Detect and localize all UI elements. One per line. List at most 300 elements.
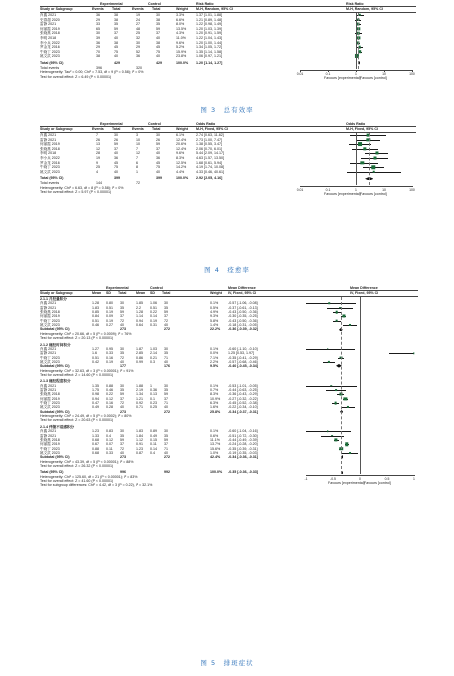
study-row-0-3-e2: 7 — [136, 146, 138, 151]
study-row-0-8-t2: 75 — [156, 49, 160, 54]
subtotal-row-0-t2: 272 — [164, 327, 170, 332]
study-row-0-9-t1: 40 — [114, 54, 118, 59]
study-row-3-3-ci: -0.24 [-0.28, -0.20] — [228, 442, 258, 447]
study-row-1-3-ci: -0.57 [-0.68, -0.46] — [228, 359, 258, 364]
study-row-1-0-ci: -0.60 [-1.10, -0.10] — [228, 346, 258, 351]
study-row-0-0-t2: 30 — [164, 301, 168, 306]
pooled-effect-line — [358, 13, 359, 69]
study-row-0-0-t1: 38 — [114, 13, 118, 17]
study-row-2-4-m2: 0.92 — [136, 401, 143, 406]
study-row-3-0-s1: 0.83 — [106, 429, 113, 434]
forest-plot-total-effective-rate — [0, 0, 454, 104]
study-row-0-2-t2: 35 — [156, 22, 160, 27]
study-row-0-2-s1: 0.19 — [106, 310, 113, 315]
study-row-0-4-study: 张晓燕 2018 — [40, 31, 60, 36]
total-events-exp: 396 — [96, 65, 102, 70]
subtotal-row-0-t1: 273 — [120, 327, 126, 332]
subtotal-row-1-t1: 177 — [120, 364, 126, 369]
study-row-0-5-s2: 0.31 — [150, 323, 157, 328]
study-row-3-5-t2: 40 — [164, 450, 168, 455]
column-header-c2: Total — [112, 7, 121, 11]
study-row-3-2-ci: -0.44 [-0.49, -0.39] — [228, 437, 258, 442]
study-row-0-0-ci: 1.37 [1.01, 1.88] — [196, 13, 222, 17]
study-row-0-3-s2: 0.14 — [150, 314, 157, 319]
study-row-3-0-ci-line — [306, 431, 351, 432]
figure-4-caption: 图 4 痊愈率 — [204, 266, 250, 274]
study-row-0-7-ci: 4.19 [1.74, 10.08] — [196, 165, 224, 170]
total-row-study: Total (95% CI) — [40, 61, 64, 65]
study-row-0-8-ci: 1.35 [1.14, 1.58] — [196, 49, 222, 54]
study-row-1-0-study: 肖鑫 2021 — [40, 346, 57, 351]
total-events-label: Total events — [40, 65, 60, 70]
study-row-3-4-m1: 0.88 — [92, 446, 99, 451]
study-row-0-1-m1: 1.83 — [92, 305, 99, 310]
subgroup-note-0-1: Test for overall effect: Z = 20.13 (P < 0.00001) — [40, 336, 114, 341]
study-row-0-5-t2: 40 — [156, 36, 160, 40]
study-row-2-1-s2: 0.36 — [150, 388, 157, 392]
study-row-1-2-s1: 0.16 — [106, 355, 113, 360]
study-row-0-4-point — [375, 152, 378, 155]
study-row-2-4-study: 牛晓丁 2023 — [40, 401, 60, 406]
study-row-3-4-m2: 1.23 — [136, 446, 143, 451]
study-row-0-6-study: 李小兵 2022 — [40, 40, 60, 45]
column-header-c3: Mean — [136, 291, 146, 295]
study-row-0-3-weight: 12.4% — [176, 146, 187, 151]
study-row-0-7-ci: 1.34 [1.05, 1.72] — [196, 45, 222, 50]
study-row-0-3-t2: 59 — [156, 26, 160, 31]
study-row-2-1-t2: 35 — [164, 388, 168, 392]
study-row-2-1-m1: 1.75 — [92, 388, 99, 392]
subtotal-row-2-study: Subtotal (95% CI) — [40, 409, 70, 414]
study-row-3-1-ci: -0.51 [-0.72, -0.30] — [228, 433, 258, 438]
plot-title-header: Mean Difference — [350, 286, 378, 290]
study-row-0-4-m1: 0.51 — [92, 318, 99, 323]
study-row-0-5-t2: 36 — [156, 156, 160, 160]
study-row-0-2-e1: 13 — [96, 142, 100, 147]
study-row-0-5-study: 李小兵 2022 — [40, 156, 60, 160]
study-row-0-5-m1: 0.46 — [92, 323, 99, 328]
study-row-2-5-m1: 0.49 — [92, 405, 99, 410]
study-row-0-5-weight: 1.4% — [210, 323, 219, 328]
study-row-0-2-study: 雷静 2021 — [40, 22, 57, 27]
total-row-t1: 429 — [114, 61, 120, 65]
study-row-0-2-point — [358, 142, 362, 146]
study-row-3-3-t2: 37 — [164, 442, 168, 447]
study-row-0-7-e2: 8 — [136, 165, 138, 170]
study-row-1-1-s2: 2.14 — [150, 351, 157, 356]
study-row-0-2-m2: 1.28 — [136, 310, 143, 315]
study-row-0-2-weight: 20.6% — [176, 142, 187, 147]
subgroup-note-2-0: Heterogeneity: Chi² = 24.49, df = 5 (P = 0.0002); I² = 80% — [40, 414, 132, 419]
study-row-0-5-t2: 40 — [164, 323, 168, 328]
favours-right-label: Favours [control] — [364, 480, 391, 485]
study-row-0-7-e1: 29 — [96, 45, 100, 50]
study-row-0-4-t2: 40 — [156, 151, 160, 156]
study-row-0-6-t2: 38 — [156, 40, 160, 45]
study-row-0-0-m2: 1.85 — [136, 301, 143, 306]
study-row-3-3-s1: 0.07 — [106, 442, 113, 447]
study-row-0-4-s1: 0.19 — [106, 318, 113, 323]
total-events-label: Total events — [40, 181, 60, 185]
study-row-0-5-e2: 32 — [136, 36, 140, 40]
study-row-3-2-m2: 1.12 — [136, 437, 143, 442]
study-row-0-4-weight: 9.6% — [176, 151, 185, 156]
study-row-1-1-t1: 35 — [120, 351, 124, 356]
subtotal-row-0-study: Subtotal (95% CI) — [40, 327, 70, 332]
overall-note-0: Heterogeneity: Tau² = 0.00; Chi² = 7.53, df = 9 (P = 0.58); I² = 0% — [40, 70, 144, 75]
study-row-3-5-m2: 0.87 — [136, 450, 143, 455]
study-row-0-2-study: 何丽霞 2019 — [40, 142, 60, 147]
study-row-2-3-ci: -0.27 [-0.32, -0.22] — [228, 396, 258, 401]
subgroup-label-1: 2.1.2 痛经时间积分 — [40, 342, 71, 347]
total-row-ci: 1.20 [1.14, 1.27] — [196, 61, 223, 65]
total-row-study: Total (95% CI) — [40, 176, 64, 181]
x-axis-tick-label-1: 0.1 — [325, 72, 331, 77]
study-row-2-0-m1: 1.35 — [92, 383, 99, 388]
study-row-0-4-t2: 72 — [164, 318, 168, 323]
overall-note-2: Test for subgroup differences: Chi² = 4.42, df = 3 (P = 0.22), I² = 32.1% — [40, 483, 153, 488]
subgroup-note-1-0: Heterogeneity: Chi² = 32.63, df = 3 (P < 0.00001); I² = 91% — [40, 368, 134, 373]
study-row-0-1-t1: 38 — [114, 17, 118, 22]
study-row-0-1-e2: 10 — [136, 137, 140, 142]
study-row-2-4-ci: -0.45 [-0.52, -0.38] — [228, 401, 258, 406]
study-row-0-8-e2: 52 — [136, 49, 140, 54]
study-row-0-5-ci: 4.63 [1.57, 13.50] — [196, 156, 224, 160]
study-row-2-2-m2: 1.34 — [136, 392, 143, 397]
total-events-exp: 144 — [96, 181, 102, 185]
study-row-2-2-study: 张晓燕 2018 — [40, 392, 60, 397]
total-row-t2: 429 — [156, 61, 162, 65]
study-row-2-4-s1: 0.16 — [106, 401, 113, 406]
study-row-0-5-ci: 1.22 [1.04, 1.43] — [196, 36, 222, 40]
estimate-column-header: IV, Fixed, 95% CI — [228, 291, 257, 295]
study-row-0-6-ci: 1.20 [1.00, 1.44] — [196, 40, 222, 45]
study-row-1-3-weight: 2.2% — [210, 359, 219, 364]
study-row-0-3-e1: 12 — [96, 146, 100, 151]
study-row-0-5-weight: 11.0% — [176, 36, 186, 40]
study-row-0-2-e2: 10 — [136, 142, 140, 147]
study-row-0-3-t2: 37 — [156, 146, 160, 151]
study-row-0-6-e1: 36 — [96, 40, 100, 45]
study-row-0-5-point — [373, 157, 376, 160]
overall-note-1: Test for overall effect: Z = 6.49 (P < 0.00001) — [40, 74, 112, 79]
total-row-weight: 100.0% — [210, 470, 223, 475]
study-row-0-7-t1: 75 — [114, 165, 118, 170]
pooled-effect-line — [341, 297, 342, 474]
study-row-0-3-t1: 37 — [114, 146, 118, 151]
study-row-0-1-s2: 0.51 — [150, 305, 157, 310]
study-row-0-3-study: 张晓燕 2018 — [40, 146, 60, 151]
study-row-0-9-e2: 36 — [136, 54, 140, 59]
study-row-0-1-weight: 12.4% — [176, 137, 187, 142]
study-row-2-0-t2: 30 — [164, 383, 168, 388]
x-axis-tick-label-2: 1 — [355, 187, 357, 192]
subtotal-row-3-weight: 42.4% — [210, 455, 221, 460]
study-row-0-7-t2: 75 — [156, 165, 160, 170]
study-row-0-6-t1: 45 — [114, 160, 118, 165]
study-row-0-5-e1: 19 — [96, 156, 100, 160]
study-row-0-1-ci: 1.21 [0.89, 1.48] — [196, 17, 222, 22]
plot-estimate-header: M-H, Random, 95% CI — [346, 7, 383, 11]
study-row-0-1-t1: 35 — [120, 305, 124, 310]
favours-right-label: Favours [control] — [360, 191, 387, 196]
plot-estimate-header: IV, Fixed, 95% CI — [350, 291, 379, 295]
study-row-0-0-study: 肖鑫 2021 — [40, 13, 57, 17]
study-row-0-4-study: 牛晓丁 2023 — [40, 318, 60, 323]
total-row-ci: 2.92 [2.05, 4.16] — [196, 176, 223, 181]
study-row-2-4-s2: 0.23 — [150, 401, 157, 406]
study-row-0-7-weight: 5.2% — [176, 45, 185, 50]
study-row-0-3-ci: 2.06 [0.70, 6.01] — [196, 146, 222, 151]
study-row-1-0-s2: 1.03 — [150, 346, 157, 351]
favours-left-label: Favours [experimental] — [328, 480, 365, 485]
study-row-2-5-t1: 40 — [120, 405, 124, 410]
study-row-0-1-study: 雷静 2021 — [40, 137, 57, 142]
subgroup-note-3-0: Heterogeneity: Chi² = 43.39, df = 5 (P < 0.00001); I² = 88% — [40, 459, 134, 464]
effect-title-header: Mean Difference — [228, 286, 256, 290]
study-row-0-7-t2: 45 — [156, 45, 160, 50]
subtotal-row-3-ci: -0.34 [-0.36, -0.31] — [228, 455, 258, 460]
study-row-2-2-m1: 0.98 — [92, 392, 99, 397]
overall-note-1: Test for overall effect: Z = 5.97 (P < 0.00001) — [40, 190, 112, 195]
study-row-0-1-e1: 29 — [96, 17, 100, 22]
study-row-2-1-ci: -0.44 [-0.63, -0.25] — [228, 388, 258, 392]
study-row-0-8-e2: 1 — [136, 169, 138, 174]
study-row-0-7-study: 牛晓丁 2023 — [40, 165, 60, 170]
study-row-0-3-weight: 13.5% — [176, 26, 187, 31]
study-row-0-5-s1: 0.27 — [106, 323, 113, 328]
x-axis-tick-label-1: 0.1 — [325, 187, 331, 192]
group2-header: Control — [148, 122, 161, 126]
x-axis-tick-label-4: 100 — [409, 72, 415, 77]
subgroup-label-2: 2.1.3 痛经程度积分 — [40, 379, 71, 384]
study-row-2-5-study: 姚文武 2023 — [40, 405, 60, 410]
study-row-0-1-t2: 35 — [164, 305, 168, 310]
study-row-0-2-t1: 59 — [120, 310, 124, 315]
study-row-0-6-point — [361, 161, 364, 164]
x-axis-tick-label-2: 0 — [359, 476, 361, 481]
study-row-0-7-e2: 29 — [136, 45, 140, 50]
study-row-1-3-t2: 40 — [164, 359, 168, 364]
overall-note-0: Heterogeneity: Chi² = 6.63, df = 8 (P = 0.58); I² = 0% — [40, 185, 124, 190]
study-row-2-2-s2: 0.13 — [150, 392, 157, 397]
study-row-0-6-t1: 38 — [114, 40, 118, 45]
study-row-3-2-t1: 59 — [120, 437, 124, 442]
study-row-0-8-point — [373, 171, 376, 174]
study-row-2-3-weight: 10.9% — [210, 396, 221, 401]
study-row-3-2-m1: 0.68 — [92, 437, 99, 442]
study-row-2-3-s1: 0.12 — [106, 396, 113, 401]
study-row-0-5-ci: -0.18 [-0.31, -0.05] — [228, 323, 258, 328]
study-row-0-1-m2: 2.2 — [136, 305, 141, 310]
total-row-weight: 100.0% — [176, 176, 189, 181]
study-row-0-8-ci: 4.33 [0.46, 40.61] — [196, 169, 224, 174]
study-row-3-0-ci: -0.60 [-1.04, -0.16] — [228, 429, 258, 434]
study-row-0-4-t1: 72 — [120, 318, 124, 323]
weight-column-header: Weight — [176, 7, 188, 11]
study-row-0-0-t1: 30 — [120, 301, 124, 306]
study-row-0-0-s2: 1.06 — [150, 301, 157, 306]
plot-estimate-header: M-H, Fixed, 95% CI — [346, 127, 378, 131]
study-row-0-5-study: 李明 2018 — [40, 36, 57, 40]
study-row-0-4-t1: 40 — [114, 151, 118, 156]
total-row-ci: -0.35 [-0.36, -0.33] — [228, 470, 258, 475]
study-row-1-0-point — [327, 348, 329, 350]
study-row-3-4-s1: 0.11 — [106, 446, 113, 451]
plot-title-header: Risk Ratio — [346, 2, 364, 6]
study-row-0-5-e1: 39 — [96, 36, 100, 40]
study-row-0-1-e1: 26 — [96, 137, 100, 142]
study-row-1-3-m1: 0.42 — [92, 359, 99, 364]
study-row-1-1-ci-line — [389, 353, 414, 354]
study-row-1-2-m1: 0.51 — [92, 355, 99, 360]
study-row-3-2-s1: 0.12 — [106, 437, 113, 442]
study-row-3-1-m1: 1.33 — [92, 433, 99, 438]
study-row-1-0-t1: 30 — [120, 346, 124, 351]
study-row-2-3-m2: 1.21 — [136, 396, 143, 401]
study-row-0-0-ci: 2.74 [0.63, 11.82] — [196, 133, 224, 137]
study-row-2-3-s2: 0.1 — [150, 396, 155, 401]
subgroup-note-1-1: Test for overall effect: Z = 14.60 (P < 0.00001) — [40, 372, 114, 377]
figure-5-caption: 图 5 排斑症状 — [200, 659, 254, 667]
study-row-0-5-t1: 40 — [114, 36, 118, 40]
study-row-3-5-t1: 40 — [120, 450, 124, 455]
study-row-3-0-s2: 0.89 — [150, 429, 157, 434]
study-row-3-3-t1: 37 — [120, 442, 124, 447]
study-row-3-1-weight: 0.6% — [210, 433, 219, 438]
study-row-0-0-e1: 36 — [96, 13, 100, 17]
study-row-0-4-weight: 5.8% — [210, 318, 219, 323]
study-column-header: Study or Subgroup — [40, 127, 73, 131]
study-row-0-0-e2: 19 — [136, 13, 140, 17]
study-row-0-6-t2: 45 — [156, 160, 160, 165]
study-row-0-6-e2: 6 — [136, 160, 138, 165]
study-row-0-3-ci: 1.20 [1.03, 1.39] — [196, 26, 222, 31]
subtotal-row-1-ci: -0.40 [-0.45, -0.34] — [228, 364, 258, 369]
study-row-0-6-e2: 30 — [136, 40, 140, 45]
study-row-1-1-weight: 0.0% — [210, 351, 219, 356]
column-header-c4: Total — [152, 127, 161, 131]
study-row-3-0-m1: 1.23 — [92, 429, 99, 434]
study-row-0-2-study: 张晓燕 2018 — [40, 310, 60, 315]
study-row-3-4-weight: 15.6% — [210, 446, 221, 451]
subtotal-row-0-ci: -0.36 [-0.39, -0.32] — [228, 327, 258, 332]
favours-left-label: Favours [experimental] — [324, 76, 361, 81]
x-axis-tick-label-1: -0.5 — [330, 476, 336, 481]
study-row-3-5-m1: 0.68 — [92, 450, 99, 455]
figure-3-caption: 图 3 总有效率 — [200, 106, 254, 114]
subtotal-row-2-t2: 272 — [164, 409, 170, 414]
subtotal-row-0-weight: 22.2% — [210, 327, 221, 332]
forest-plot-cure-rate — [0, 118, 454, 264]
study-row-1-2-s2: 0.21 — [150, 355, 157, 360]
column-header-c2: Total — [118, 291, 127, 295]
x-axis-tick-label-3: 10 — [382, 72, 386, 77]
group1-header: Experimental — [100, 2, 123, 6]
study-row-3-1-t1: 35 — [120, 433, 124, 438]
study-row-0-0-e2: 3 — [136, 133, 138, 137]
study-row-0-6-e1: 9 — [96, 160, 98, 165]
study-row-2-2-s1: 0.22 — [106, 392, 113, 397]
overall-note-1: Test for overall effect: Z = 41.60 (P < 0.00001) — [40, 479, 114, 483]
study-row-2-5-weight: 1.6% — [210, 405, 219, 410]
favours-right-label: Favours [control] — [360, 76, 387, 81]
study-row-0-3-s1: 0.09 — [106, 314, 113, 319]
study-row-0-4-e2: 12 — [136, 151, 140, 156]
study-row-0-0-e1: 7 — [96, 133, 98, 137]
x-axis-tick-label-3: 0.5 — [384, 476, 390, 481]
study-row-3-4-t2: 71 — [164, 446, 168, 451]
study-row-1-1-study: 雷静 2021 — [40, 351, 57, 356]
column-header-c1b: SD — [106, 291, 111, 295]
study-row-2-2-ci: -0.36 [-0.43, -0.29] — [228, 392, 258, 397]
study-row-2-1-study: 雷静 2021 — [40, 388, 57, 392]
weight-column-header: Weight — [210, 291, 222, 295]
weight-column-header: Weight — [176, 127, 188, 131]
total-row-study: Total (95% CI) — [40, 470, 64, 475]
study-row-0-8-study: 姚文武 2023 — [40, 169, 60, 174]
study-row-3-1-study: 雷静 2021 — [40, 433, 57, 438]
study-row-0-2-ci: 1.38 [0.55, 3.47] — [196, 142, 222, 147]
overall-note-0: Heterogeneity: Chi² = 125.60, df = 21 (P < 0.00001); I² = 83% — [40, 474, 138, 479]
study-row-0-7-e1: 25 — [96, 165, 100, 170]
x-axis-tick-label-0: -1 — [304, 476, 308, 481]
study-row-0-2-weight: 8.0% — [176, 22, 185, 27]
study-row-1-0-m2: 1.87 — [136, 346, 143, 351]
study-row-3-2-s2: 0.15 — [150, 437, 157, 442]
study-row-0-2-weight: 4.9% — [210, 310, 219, 315]
null-effect-line — [356, 133, 357, 185]
study-row-0-4-ci: 1.20 [0.91, 1.59] — [196, 31, 222, 36]
group1-header: Experimental — [100, 122, 123, 126]
study-row-0-0-weight: 0.1% — [210, 301, 219, 306]
study-row-3-5-point — [349, 452, 351, 454]
study-row-1-0-s1: 0.95 — [106, 346, 113, 351]
study-row-1-3-point — [328, 361, 330, 363]
study-row-1-1-m2: 2.85 — [136, 351, 143, 356]
study-row-1-1-ci: 1.25 [0.53, 1.97] — [228, 351, 254, 356]
forest-plot-menstrual-symptoms — [0, 280, 454, 656]
study-row-0-3-m1: 0.84 — [92, 314, 99, 319]
study-row-0-8-t2: 40 — [156, 169, 160, 174]
total-row-weight: 100.0% — [176, 61, 189, 65]
study-row-2-4-weight: 6.3% — [210, 401, 219, 406]
study-row-0-9-e1: 38 — [96, 54, 100, 59]
study-row-1-3-study: 姚文武 2023 — [40, 359, 60, 364]
study-row-3-5-study: 姚文武 2023 — [40, 450, 60, 455]
favours-left-label: Favours [experimental] — [324, 191, 361, 196]
study-row-1-1-s1: 0.33 — [106, 351, 113, 356]
study-row-0-9-t2: 40 — [156, 54, 160, 59]
study-row-0-2-t2: 59 — [164, 310, 168, 315]
study-row-0-2-e1: 33 — [96, 22, 100, 27]
study-row-3-1-s2: 0.49 — [150, 433, 157, 438]
study-row-2-1-t1: 35 — [120, 388, 124, 392]
total-row-t1: 996 — [120, 470, 126, 475]
column-header-c1: Events — [92, 127, 104, 131]
study-row-0-3-e1: 65 — [96, 26, 100, 31]
study-row-2-5-m2: 0.71 — [136, 405, 143, 410]
study-row-2-4-point — [334, 402, 337, 405]
study-row-0-0-study: 肖鑫 2021 — [40, 301, 57, 306]
study-row-0-3-study: 何丽霞 2019 — [40, 26, 60, 31]
study-column-header: Study or Subgroup — [40, 7, 73, 11]
study-row-0-0-m1: 1.28 — [92, 301, 99, 306]
study-row-0-9-ci: 1.06 [0.97, 1.21] — [196, 54, 222, 59]
study-row-0-2-t1: 59 — [114, 142, 118, 147]
study-row-2-0-m2: 1.88 — [136, 383, 143, 388]
study-row-0-2-ci: -0.43 [-0.50, -0.36] — [228, 310, 258, 315]
